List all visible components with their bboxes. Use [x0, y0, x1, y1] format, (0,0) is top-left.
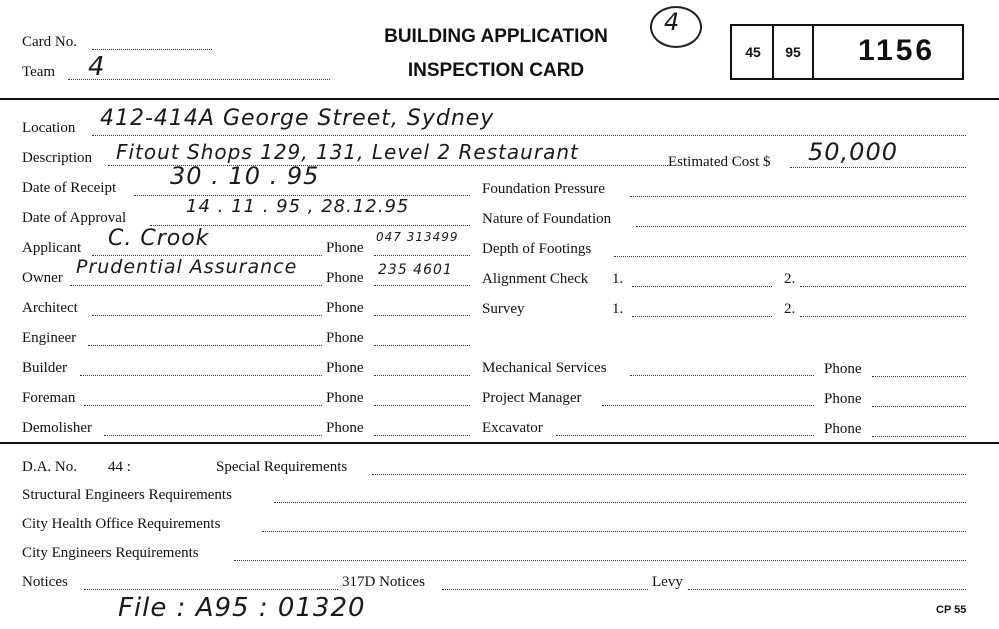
levy-label: Levy	[652, 574, 683, 590]
ref-a: 45	[745, 44, 761, 60]
health-label: City Health Office Requirements	[22, 516, 221, 532]
da-no-label: D.A. No.	[22, 459, 77, 475]
demolisher-phone-field	[374, 435, 470, 436]
team-label: Team	[22, 64, 56, 80]
date-approval-value: 14 . 11 . 95 , 28.12.95	[186, 196, 410, 217]
health-field	[262, 531, 966, 532]
structural-field	[274, 502, 966, 503]
builder-phone-label: Phone	[326, 360, 364, 376]
applicant-phone-field	[374, 255, 470, 256]
notices-317d-field	[442, 589, 648, 590]
file-reference: File : A95 : 01320	[118, 593, 366, 623]
excavator-phone-label: Phone	[824, 421, 862, 437]
architect-field	[92, 315, 322, 316]
circled-number: 4	[664, 8, 681, 36]
excavator-field	[556, 435, 814, 436]
foundation-pressure-label: Foundation Pressure	[482, 181, 605, 197]
foreman-phone-field	[374, 405, 470, 406]
project-manager-label: Project Manager	[482, 390, 582, 406]
owner-phone-field	[374, 285, 470, 286]
date-receipt-value: 30 . 10 . 95	[170, 162, 320, 190]
survey-label: Survey	[482, 301, 525, 317]
nature-foundation-field	[636, 226, 966, 227]
excavator-phone-field	[872, 436, 966, 437]
title-line-1: BUILDING APPLICATION	[384, 26, 608, 47]
city-engineers-label: City Engineers Requirements	[22, 545, 199, 561]
card-no-field	[92, 49, 212, 50]
project-manager-phone-field	[872, 406, 966, 407]
estimated-cost-label: Estimated Cost $	[668, 154, 771, 170]
builder-label: Builder	[22, 360, 67, 376]
project-manager-phone-label: Phone	[824, 391, 862, 407]
engineer-field	[88, 345, 322, 346]
alignment-check-2-field	[800, 286, 966, 287]
card-number: 1156	[858, 34, 936, 67]
team-value: 4	[88, 52, 106, 82]
location-field	[92, 135, 966, 136]
builder-field	[80, 375, 322, 376]
demolisher-field	[104, 435, 322, 436]
foundation-pressure-field	[630, 196, 966, 197]
engineer-phone-label: Phone	[326, 330, 364, 346]
demolisher-phone-label: Phone	[326, 420, 364, 436]
city-engineers-field	[234, 560, 966, 561]
engineer-phone-field	[374, 345, 470, 346]
description-label: Description	[22, 150, 92, 166]
special-requirements-label: Special Requirements	[216, 459, 348, 475]
demolisher-label: Demolisher	[22, 420, 92, 436]
applicant-phone-label: Phone	[326, 240, 364, 256]
notices-field	[84, 589, 338, 590]
architect-phone-label: Phone	[326, 300, 364, 316]
special-requirements-field	[372, 474, 966, 475]
mechanical-phone-field	[872, 376, 966, 377]
alignment-check-2-label: 2.	[784, 271, 796, 287]
ref-b: 95	[785, 44, 801, 60]
survey-1-label: 1.	[612, 301, 624, 317]
location-label: Location	[22, 120, 76, 136]
estimated-cost-value: 50,000	[808, 138, 898, 166]
foreman-label: Foreman	[22, 390, 76, 406]
team-field	[68, 79, 330, 80]
survey-2-label: 2.	[784, 301, 796, 317]
applicant-value: C. Crook	[108, 226, 210, 251]
card-number-divider-2	[812, 26, 814, 78]
owner-phone-value: 235 4601	[378, 262, 453, 278]
engineer-label: Engineer	[22, 330, 77, 346]
alignment-check-label: Alignment Check	[482, 271, 589, 287]
survey-1-field	[632, 316, 772, 317]
structural-label: Structural Engineers Requirements	[22, 487, 232, 503]
foreman-field	[84, 405, 322, 406]
survey-2-field	[800, 316, 966, 317]
owner-phone-label: Phone	[326, 270, 364, 286]
notices-label: Notices	[22, 574, 68, 590]
architect-phone-field	[374, 315, 470, 316]
form-code: CP 55	[936, 604, 967, 616]
mechanical-field	[630, 375, 814, 376]
depth-footings-label: Depth of Footings	[482, 241, 592, 257]
applicant-label: Applicant	[22, 240, 82, 256]
applicant-phone-value: 047 313499	[376, 230, 459, 244]
mechanical-label: Mechanical Services	[482, 360, 607, 376]
owner-label: Owner	[22, 270, 63, 286]
header-rule	[0, 98, 999, 100]
project-manager-field	[602, 405, 814, 406]
builder-phone-field	[374, 375, 470, 376]
location-value: 412-414A George Street, Sydney	[100, 106, 495, 131]
alignment-check-1-label: 1.	[612, 271, 624, 287]
foreman-phone-label: Phone	[326, 390, 364, 406]
date-receipt-label: Date of Receipt	[22, 180, 117, 196]
date-approval-label: Date of Approval	[22, 210, 127, 226]
estimated-cost-field	[790, 167, 966, 168]
description-value: Fitout Shops 129, 131, Level 2 Restaurant	[116, 140, 579, 164]
alignment-check-1-field	[632, 286, 772, 287]
details-rule	[0, 442, 999, 444]
architect-label: Architect	[22, 300, 78, 316]
excavator-label: Excavator	[482, 420, 543, 436]
nature-foundation-label: Nature of Foundation	[482, 211, 612, 227]
owner-value: Prudential Assurance	[76, 256, 298, 278]
mechanical-phone-label: Phone	[824, 361, 862, 377]
owner-field	[70, 285, 322, 286]
da-no-value: 44 :	[108, 459, 131, 475]
notices-317d-label: 317D Notices	[342, 574, 425, 590]
levy-field	[688, 589, 966, 590]
depth-footings-field	[614, 256, 966, 257]
card-no-label: Card No.	[22, 34, 77, 50]
title-line-2: INSPECTION CARD	[407, 60, 585, 81]
